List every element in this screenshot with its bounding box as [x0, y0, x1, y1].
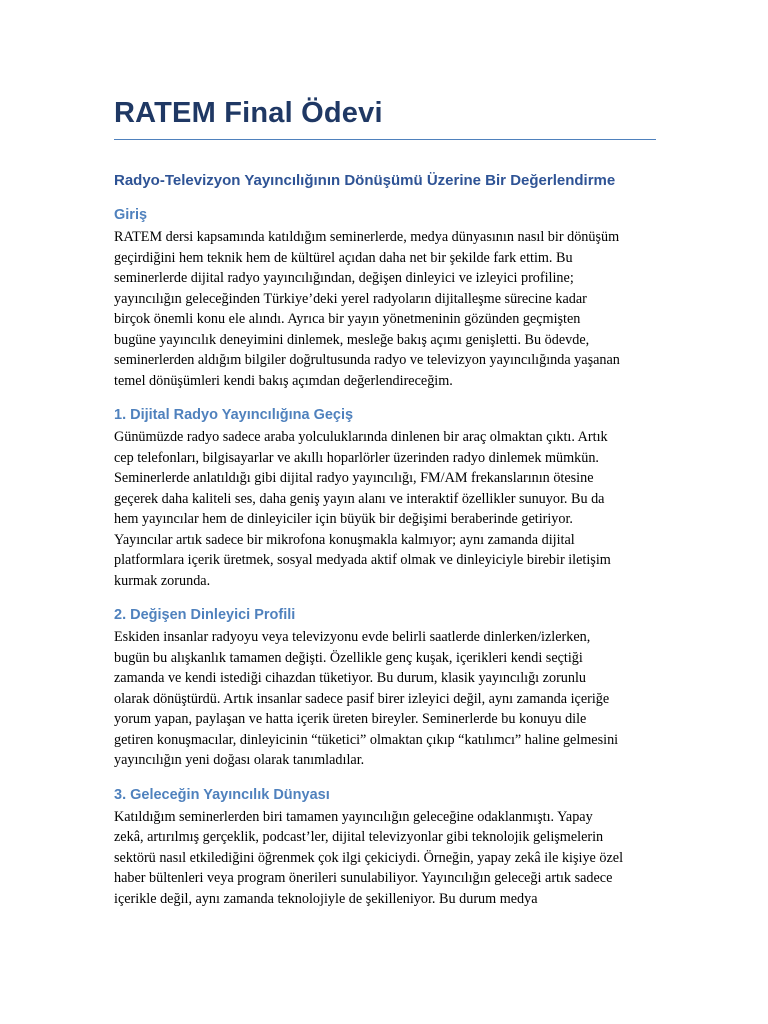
section-body-dinleyici-profili: Eskiden insanlar radyoyu veya televizyonu evde belirli saatlerde dinlerken/izlerken, bugün bu alışkanlık tamamen değişti. Özellikle genç kuşak, içerikleri kendi seçtiği zamanda ve kendi istediği cihazdan tüketiyor. Bu durum, klasik yayıncılığı zorunlu olarak dönüştürdü. Artık insanlar sadece pasif birer izleyici değil, aynı zamanda içeriğe yorum yapan, paylaşan ve hatta içerik üreten bireyler. Seminerlerde bu konuyu dile getiren konuşmacılar, dinleyicinin “tüketici” olmaktan çıkıp “katılımcı” haline gelmesini yayıncılığın yeni doğası olarak tanımladılar.: [114, 629, 619, 768]
section-heading-giris: Giriş: [114, 207, 148, 223]
section-body-dijital-radyo: Günümüzde radyo sadece araba yolculuklarında dinlenen bir araç olmaktan çıktı. Artık cep telefonları, bilgisayarlar ve akıllı hoparlörler üzerinden radyo dinlemek mümkün. Seminerlerde anlatıldığı gibi dijital radyo yayıncılığı, FM/AM frekanslarının ötesine geçerek daha kaliteli ses, daha geniş yayın alanı ve interaktif özellikler sunuyor. Bu da hem yayıncılar hem de dinleyiciler için büyük bir değişimi beraberinde getiriyor. Yayıncılar artık sadece bir mikrofona konuşmakla kalmıyor; aynı zamanda dijital platformlara içerik üretmek, sosyal medyada aktif olmak ve dinleyiciyle birebir iletişim kurmak zorunda.: [114, 429, 611, 589]
document-title: RATEM Final Ödevi: [114, 93, 656, 140]
section-heading-gelecek: 3. Geleceğin Yayıncılık Dünyası: [114, 786, 330, 803]
document-body: [114, 93, 656, 909]
section-heading-dijital-radyo: 1. Dijital Radyo Yayıncılığına Geçiş: [114, 407, 354, 423]
section-heading-dinleyici-profili: 2. Değişen Dinleyici Profili: [114, 607, 296, 623]
document-subtitle: Radyo-Televizyon Yayıncılığının Dönüşümü Üzerine Bir Değerlendirme: [114, 172, 616, 189]
section-body-gelecek: Katıldığım seminerlerden biri tamamen yayıncılığın geleceğine odaklanmıştı. Yapay zekâ, artırılmış gerçeklik, podcast’ler, dijital televizyonlar gibi teknolojik gelişmelerin sektörü nasıl etkilediğini öğrenmek çok ilgi çekiciydi. Örneğin, yapay zekâ ile kişiye özel haber bültenleri veya program önerileri sunulabiliyor. Yayıncılığın geleceği artık sadece içerikle değil, aynı zamanda teknolojiyle de şekilleniyor. Bu durum medya: [114, 808, 624, 907]
section-body-giris: RATEM dersi kapsamında katıldığım seminerlerde, medya dünyasının nasıl bir dönüşüm geçirdiğini hem teknik hem de kültürel açıdan daha net bir şekilde fark ettim. Bu seminerlerde dijital radyo yayıncılığından, değişen dinleyici ve izleyici profiline; yayıncılığın geleceğinden Türkiye’deki yerel radyoların dijitalleşme sürecine kadar birçok önemli konu ele alındı. Ayrıca bir yayın yönetmeninin gözünden geçmişten bugüne yayıncılık deneyimini dinlemek, mesleğe bakış açımı genişletti. Bu ödevde, seminerlerden aldığım bilgiler doğrultusunda radyo ve televizyon yayıncılığında yaşanan temel dönüşümleri kendi bakış açımdan değerlendireceğim.: [114, 229, 620, 389]
